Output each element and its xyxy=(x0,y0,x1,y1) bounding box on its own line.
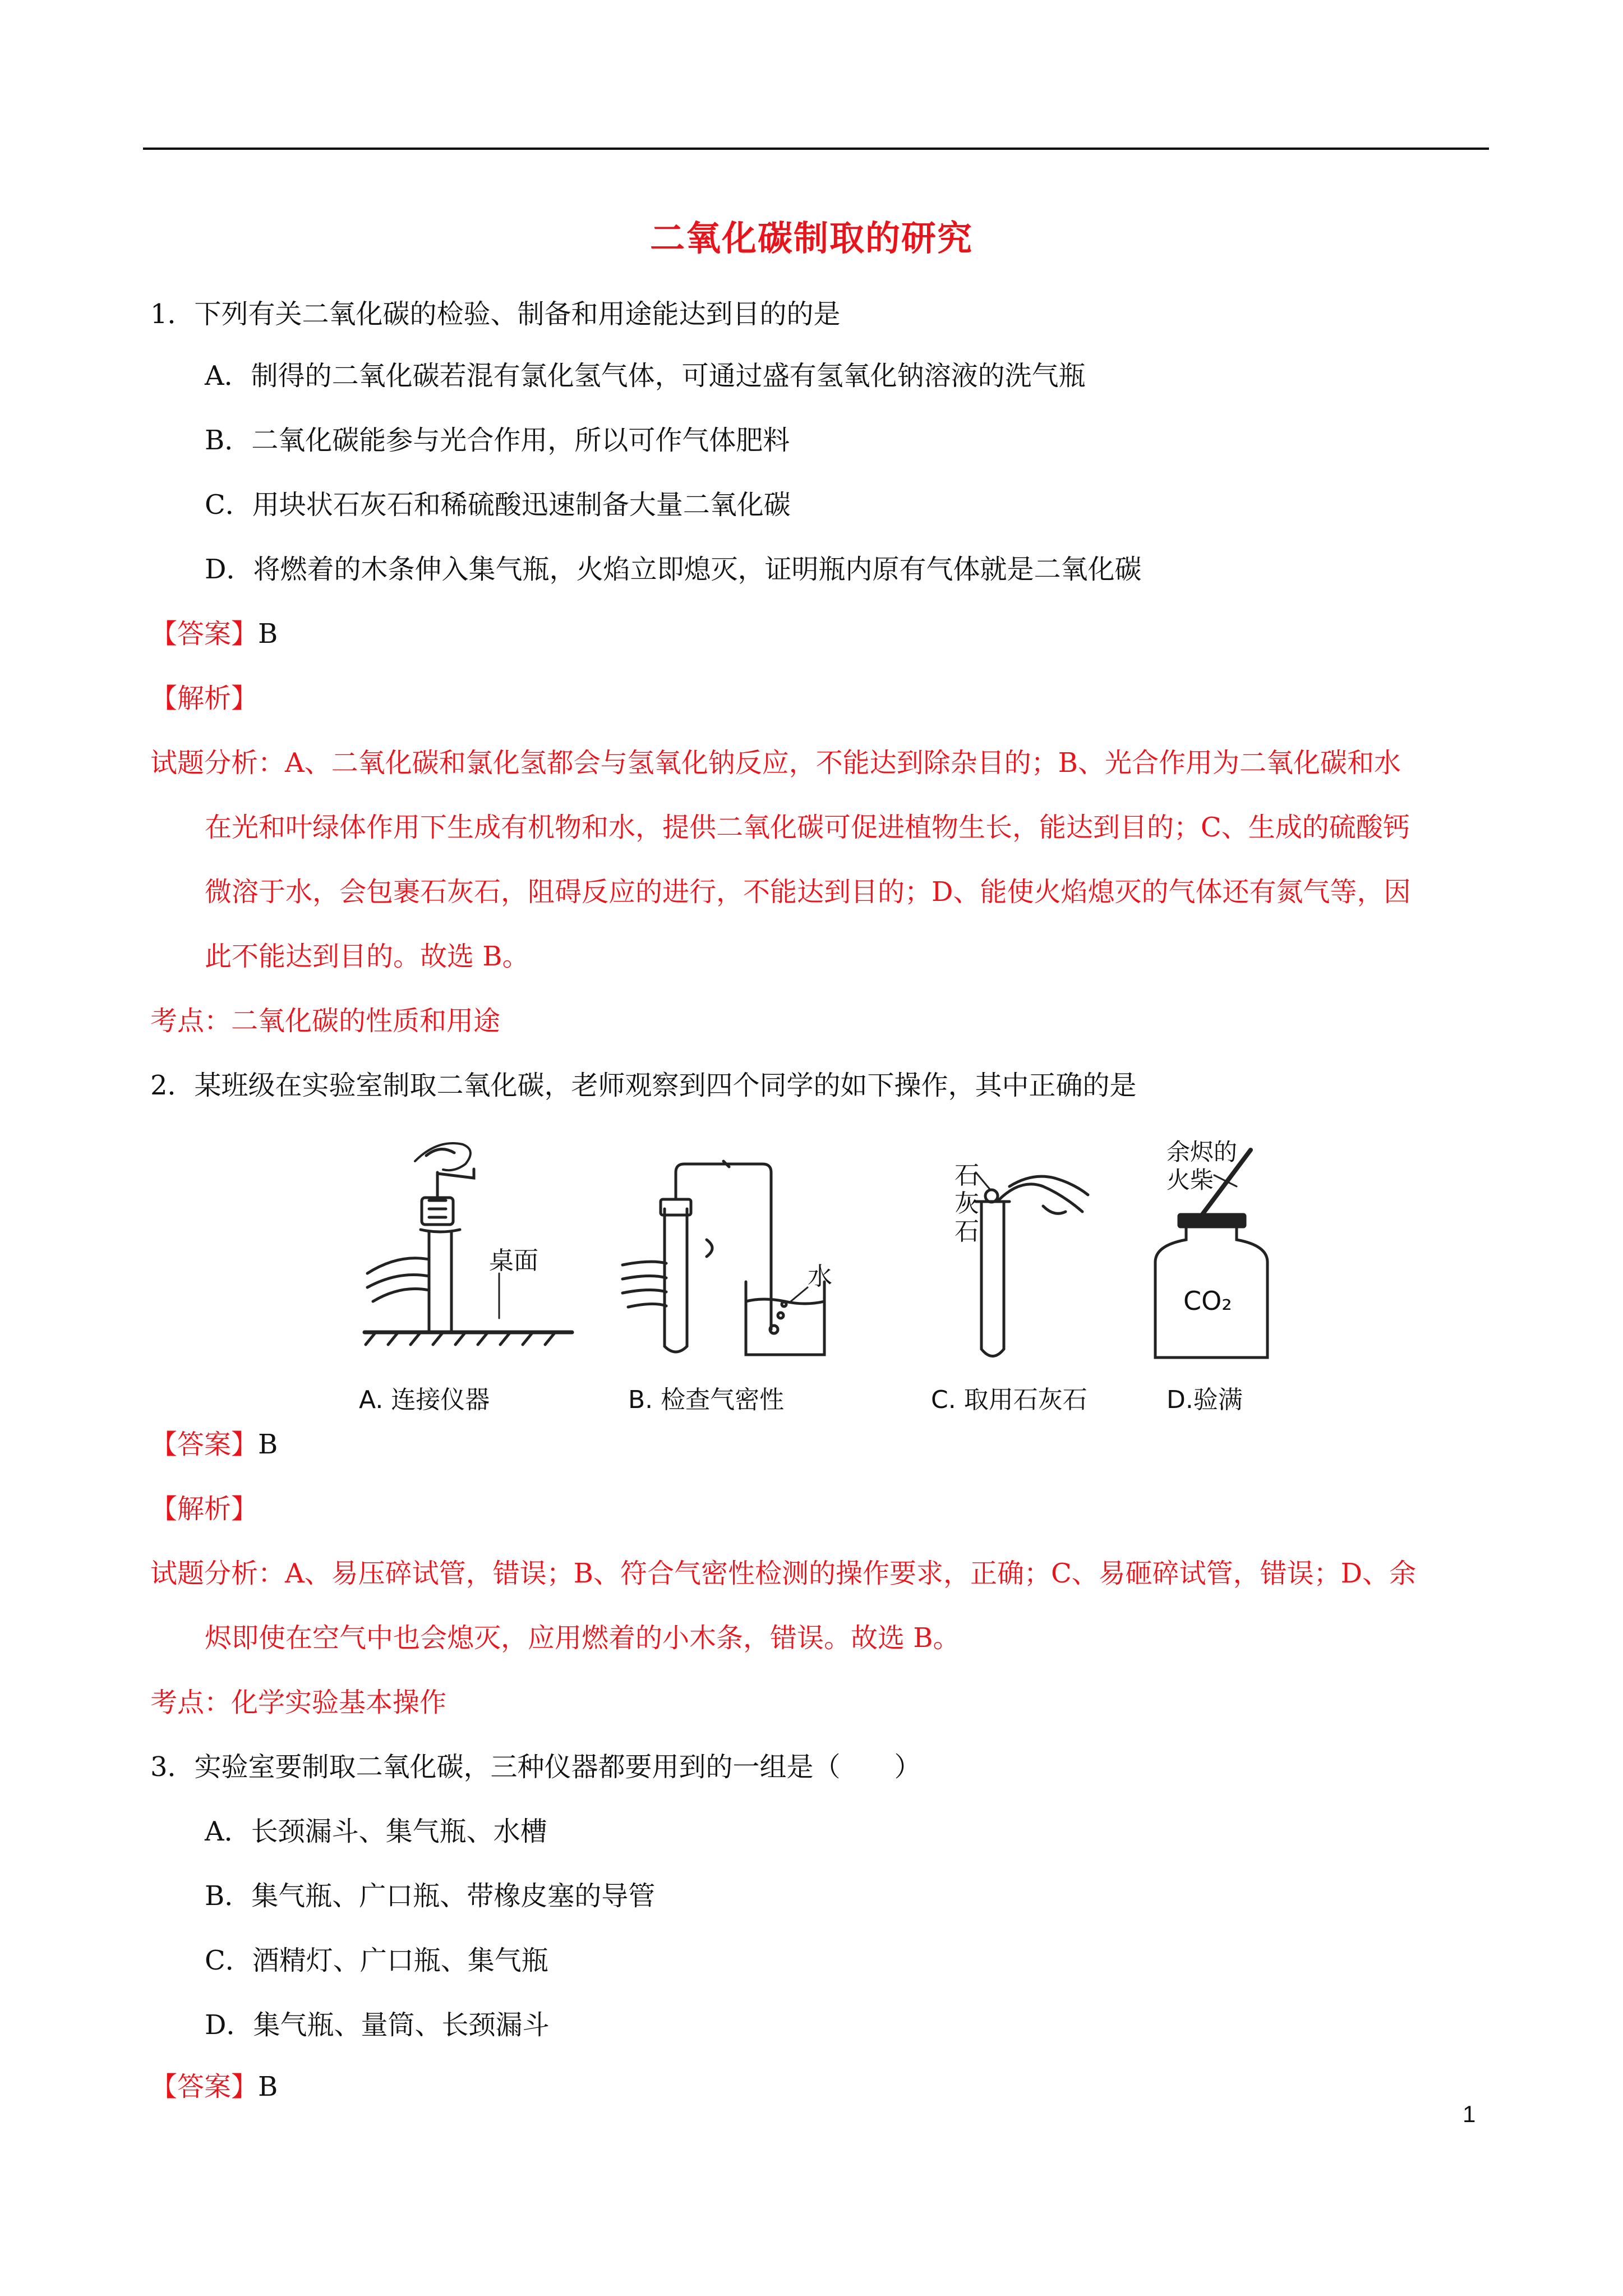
q2-stem: 2．某班级在实验室制取二氧化碳，老师观察到四个同学的如下操作，其中正确的是 xyxy=(150,1070,1137,1101)
q2-answer-label: 【答案】 xyxy=(150,1429,259,1460)
caption-d: D.验满 xyxy=(1166,1386,1243,1414)
label-limestone-2: 灰 xyxy=(955,1189,979,1218)
caption-c: C. 取用石灰石 xyxy=(931,1386,1087,1414)
q2-answer-value: B xyxy=(258,1429,278,1460)
q1-stem: 1．下列有关二氧化碳的检验、制备和用途能达到目的的是 xyxy=(150,298,841,330)
page-number: 1 xyxy=(1463,2101,1476,2127)
figure-c-take-limestone xyxy=(955,1161,1088,1356)
q1-kaodian: 考点：二氧化碳的性质和用途 xyxy=(150,1005,501,1037)
label-water: 水 xyxy=(808,1262,832,1291)
q2-analysis-line-1: 试题分析：A、易压碎试管，错误；B、符合气密性检测的操作要求，正确；C、易砸碎试管，错误；D、余 xyxy=(150,1558,1417,1589)
q3-option-c: C．酒精灯、广口瓶、集气瓶 xyxy=(205,1945,548,1976)
q2-kaodian: 考点：化学实验基本操作 xyxy=(150,1687,447,1718)
q1-option-d: D．将燃着的木条伸入集气瓶，火焰立即熄灭，证明瓶内原有气体就是二氧化碳 xyxy=(205,554,1142,585)
figure-b-airtightness-check xyxy=(623,1161,832,1355)
q3-answer xyxy=(150,2070,278,2104)
q1-analysis-label: 【解析】 xyxy=(150,683,259,714)
q3-answer-value: B xyxy=(258,2071,278,2102)
q2-analysis-line-2: 烬即使在空气中也会熄灭，应用燃着的小木条，错误。故选 B。 xyxy=(205,1622,960,1654)
q3-answer-label: 【答案】 xyxy=(150,2071,259,2102)
q1-analysis-line-1: 试题分析：A、二氧化碳和氯化氢都会与氢氧化钠反应，不能达到除杂目的；B、光合作用为二氧化碳和水 xyxy=(150,747,1401,779)
label-match-2: 火柴 xyxy=(1166,1166,1214,1194)
label-desk: 桌面 xyxy=(489,1246,538,1275)
q1-answer-label: 【答案】 xyxy=(150,618,259,650)
header-rule xyxy=(143,148,1489,150)
q3-option-d: D．集气瓶、量筒、长颈漏斗 xyxy=(205,2009,550,2041)
figure-d-verify-full xyxy=(1155,1138,1267,1358)
label-limestone-3: 石 xyxy=(955,1217,979,1246)
q2-answer xyxy=(150,1428,278,1461)
label-limestone-1: 石 xyxy=(955,1161,979,1190)
q1-analysis-line-2: 在光和叶绿体作用下生成有机物和水，提供二氧化碳可促进植物生长，能达到目的；C、生成的硫酸钙 xyxy=(205,812,1410,843)
q1-option-c: C．用块状石灰石和稀硫酸迅速制备大量二氧化碳 xyxy=(205,489,791,521)
document-title: 二氧化碳制取的研究 xyxy=(649,218,973,259)
q3-option-a: A．长颈漏斗、集气瓶、水槽 xyxy=(205,1816,547,1847)
q2-analysis-label: 【解析】 xyxy=(150,1493,259,1525)
q1-option-a: A．制得的二氧化碳若混有氯化氢气体，可通过盛有氢氧化钠溶液的洗气瓶 xyxy=(205,360,1086,392)
label-match-1: 余烬的 xyxy=(1166,1138,1238,1166)
caption-a: A. 连接仪器 xyxy=(359,1386,490,1414)
figure-a-connect-apparatus xyxy=(365,1143,572,1345)
q3-option-b: B．集气瓶、广口瓶、带橡皮塞的导管 xyxy=(205,1880,656,1912)
q2-figure xyxy=(359,1133,1290,1419)
q1-answer xyxy=(150,617,278,651)
q1-analysis-line-4: 此不能达到目的。故选 B。 xyxy=(205,941,529,972)
q1-option-b: B．二氧化碳能参与光合作用，所以可作气体肥料 xyxy=(205,425,790,456)
q1-answer-value: B xyxy=(258,618,278,650)
label-co2: CO₂ xyxy=(1183,1286,1232,1316)
q3-stem: 3．实验室要制取二氧化碳，三种仪器都要用到的一组是（ ） xyxy=(150,1751,921,1783)
q1-analysis-line-3: 微溶于水，会包裹石灰石，阻碍反应的进行，不能达到目的；D、能使火焰熄灭的气体还有氮气等，因 xyxy=(205,876,1411,908)
caption-b: B. 检查气密性 xyxy=(628,1386,785,1414)
